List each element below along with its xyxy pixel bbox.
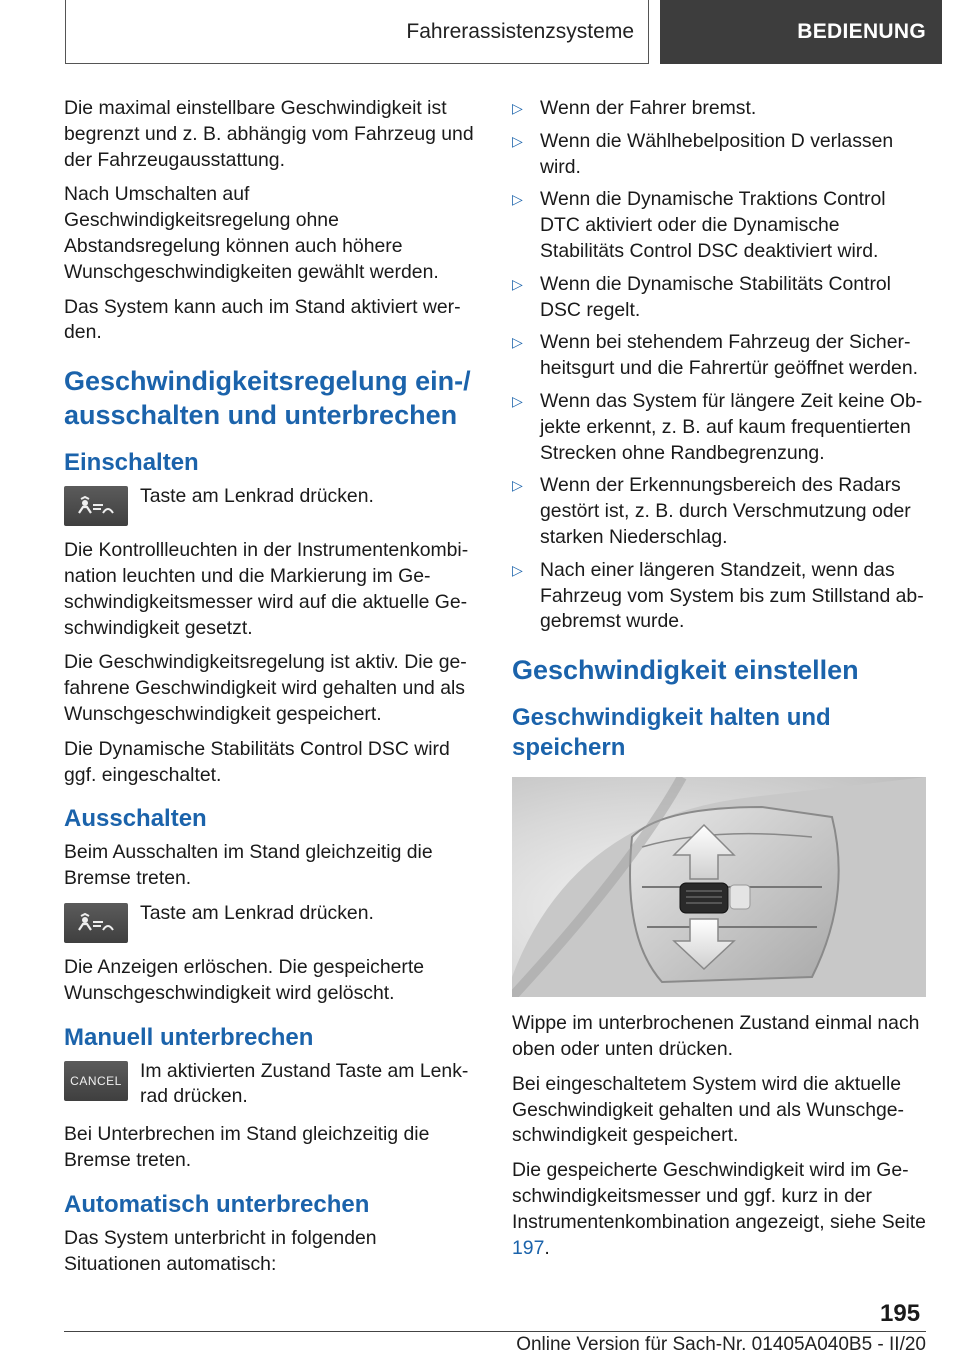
ausschalten-paragraph-1: Beim Ausschalten im Stand gleichzeitig die Bremse treten. (64, 841, 433, 890)
einschalten-paragraph-2: Die Geschwindigkeitsregelung ist aktiv. Die gefahrene Geschwindigkeit wird gehalten und als Wunschgeschwindigkeit gespeichert. (64, 651, 467, 725)
einschalten-instruction (64, 484, 478, 526)
footer-divider (64, 1331, 926, 1332)
triangle-bullet-icon: ▷ (512, 275, 523, 292)
cruise-control-button (64, 903, 128, 943)
ausschalten-paragraph-2: Die Anzeigen erlöschen. Die gespeicherte Wunschgeschwindigkeit wird gelöscht. (64, 955, 425, 1004)
section-title: Fahrerassistenzsysteme (406, 19, 634, 43)
einschalten-paragraph-3: Die Dynamische Stabilitäts Control DSC wird ggf. eingeschaltet. (64, 737, 450, 786)
list-item: ▷ Wenn der Erkennungsbereich des Radars gestört ist, z. B. durch Verschmutzung oder starken Niederschlag. (512, 473, 926, 550)
steering-wheel-rocker-photo (512, 777, 926, 997)
triangle-bullet-icon: ▷ (512, 561, 523, 578)
right-column (512, 96, 926, 1270)
triangle-bullet-icon: ▷ (512, 334, 523, 351)
subheading-halten-speichern: Geschwindigkeit halten und speichern (512, 704, 831, 762)
einstellen-paragraph-2: Bei eingeschaltetem System wird die aktuelle Geschwindigkeit gehalten und als Wunschgeschwindigkeit gespeichert. (512, 1072, 905, 1147)
chapter-title: BEDIENUNG (797, 20, 926, 43)
running-header-chapter (660, 0, 942, 64)
cancel-button (64, 1061, 128, 1101)
subheading-ausschalten: Ausschalten (64, 805, 207, 833)
section-heading-einstellen: Geschwindigkeit einstellen (512, 655, 859, 686)
automatisch-paragraph: Das System unterbricht in folgenden Situationen automatisch: (64, 1226, 377, 1275)
list-item: ▷ Wenn das System für längere Zeit keine Objekte erkennt, z. B. auf kaum frequentierten Strecken ohne Randbegrenzung. (512, 389, 926, 466)
einschalten-button-text: Taste am Lenkrad drücken. (140, 485, 374, 508)
list-item: ▷ Wenn bei stehendem Fahrzeug der Sicherheitsgurt und die Fahrertür geöffnet werden. (512, 330, 926, 382)
cancel-button-label: CANCEL (70, 1073, 122, 1088)
list-item: ▷ Wenn die Dynamische Traktions Control DTC aktiviert oder die Dynamische Stabilitäts Control DSC deaktiviert wird. (512, 187, 926, 264)
page-number: 195 (880, 1300, 921, 1327)
triangle-bullet-icon: ▷ (512, 191, 523, 208)
manuell-paragraph: Bei Unterbrechen im Stand gleichzeitig die Bremse treten. (64, 1123, 430, 1171)
manuell-instruction (64, 1059, 478, 1111)
ausschalten-instruction (64, 901, 478, 943)
ausschalten-button-text: Taste am Lenkrad drücken. (140, 901, 374, 924)
einstellen-paragraph-3: Die gespeicherte Geschwindigkeit wird im Geschwindigkeitsmesser und ggf. kurz in der Instrumentenkombination angezeigt, siehe Seite 197. (512, 1159, 926, 1259)
intro-paragraph-3: Das System kann auch im Stand aktiviert werden. (64, 295, 461, 344)
cruise-control-button (64, 486, 128, 526)
left-column (64, 96, 478, 1286)
list-item: ▷ Wenn die Wählhebelposition D verlassen wird. (512, 129, 926, 181)
triangle-bullet-icon: ▷ (512, 392, 523, 409)
triangle-bullet-icon: ▷ (512, 477, 523, 494)
einschalten-paragraph-1: Die Kontrollleuchten in der Instrumentenkombination leuchten und die Markierung im Geschwindigkeitsmesser wird auf die aktuelle Geschwindigkeit gesetzt. (64, 539, 469, 639)
list-item: ▷ Nach einer längeren Standzeit, wenn das Fahrzeug vom System bis zum Stillstand abgebremst wurde. (512, 558, 926, 635)
running-header-section (65, 0, 649, 64)
list-item: ▷ Wenn die Dynamische Stabilitäts Control DSC regelt. (512, 272, 926, 324)
subheading-einschalten: Einschalten (64, 449, 199, 477)
situations-list (512, 96, 926, 635)
intro-paragraph-2: Nach Umschalten auf Geschwindigkeitsregelung ohne Abstandsregelung können auch höhere Wunschgeschwindigkeiten gewählt werden. (64, 183, 439, 283)
steering-wheel-rocker-illustration (512, 777, 926, 997)
section-heading-main: Geschwindigkeitsregelung ein-/ ausschalten und unterbrechen (64, 366, 471, 431)
footer-text: Online Version für Sach-Nr. 01405A040B5 - II/20 (516, 1334, 926, 1355)
subheading-automatisch: Automatisch unterbrechen (64, 1190, 370, 1218)
manuell-button-text: Im aktivierten Zustand Taste am Lenkrad drücken. (140, 1059, 469, 1108)
cruise-control-icon (73, 493, 119, 519)
triangle-bullet-icon: ▷ (512, 100, 523, 116)
intro-paragraph-1: Die maximal einstellbare Geschwindigkeit ist begrenzt und z. B. abhängig vom Fahrzeug und der Fahrzeugausstattung. (64, 97, 474, 171)
cruise-control-icon (73, 910, 119, 936)
subheading-manuell: Manuell unterbrechen (64, 1023, 314, 1051)
triangle-bullet-icon: ▷ (512, 132, 523, 149)
page-reference-link[interactable]: 197 (512, 1236, 545, 1259)
einstellen-paragraph-1: Wippe im unterbrochenen Zustand einmal nach oben oder unten drücken. (512, 1012, 920, 1060)
list-item: ▷ Wenn der Fahrer bremst. (512, 96, 926, 122)
